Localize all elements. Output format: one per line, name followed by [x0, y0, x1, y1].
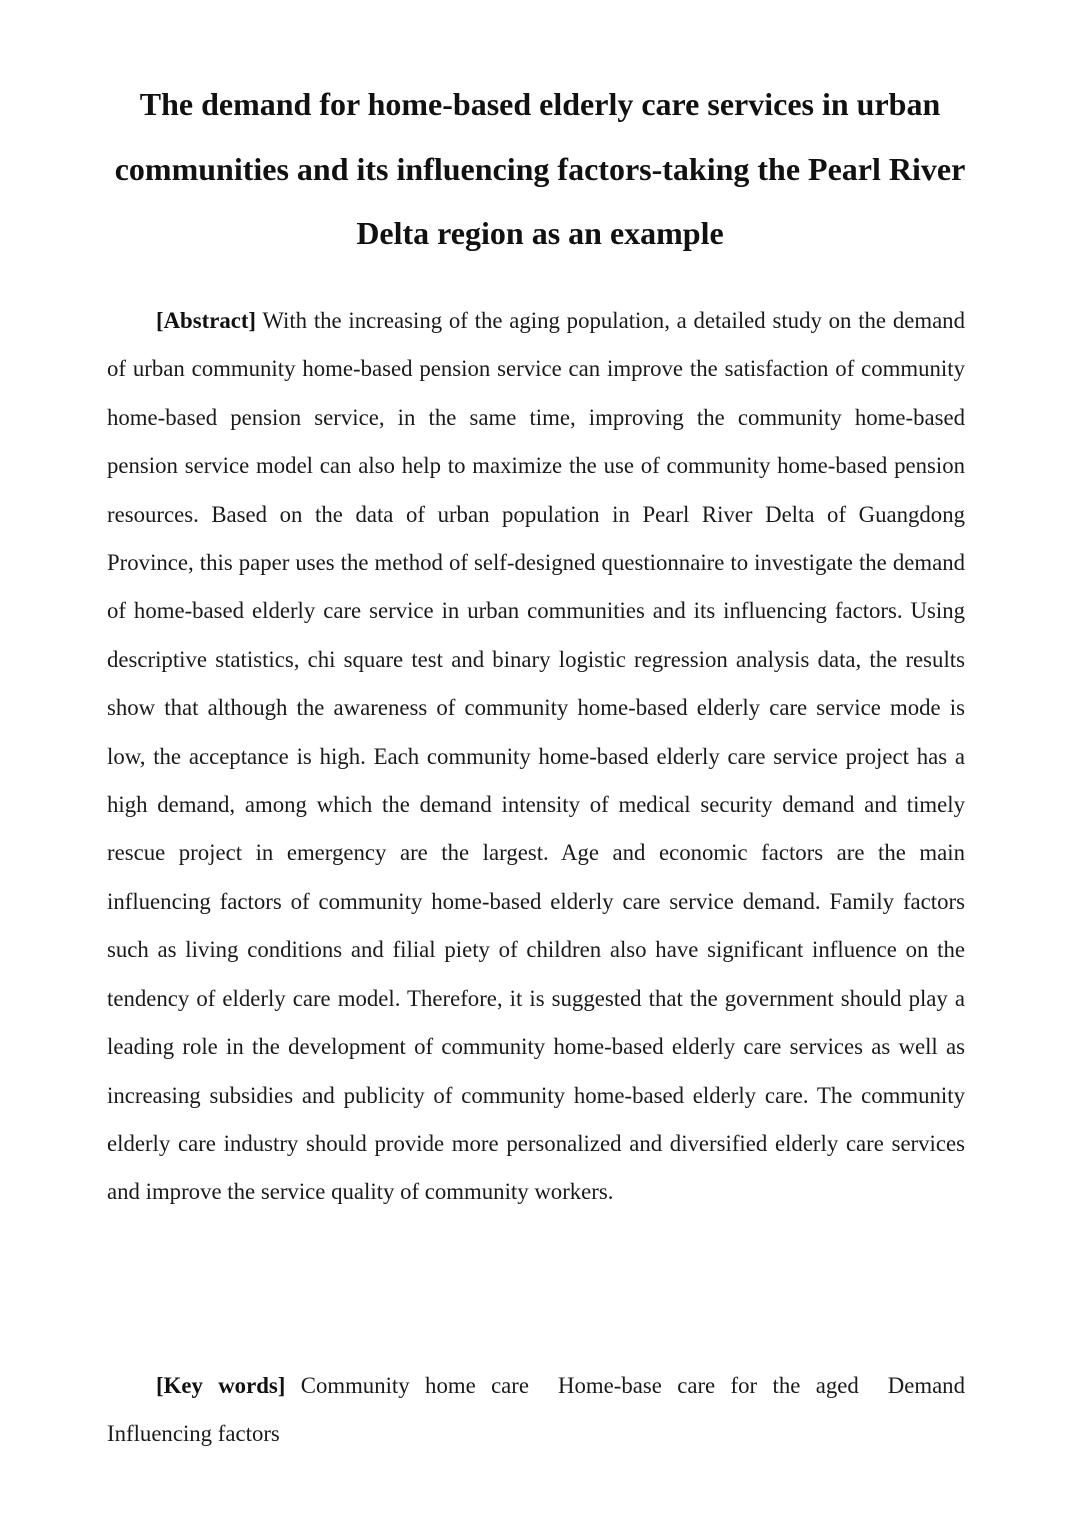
keyword-item: Home-base care for the aged: [558, 1373, 859, 1398]
abstract-paragraph: [107, 297, 965, 1217]
keyword-item: Community home care: [300, 1373, 530, 1398]
keyword-item: Influencing factors: [107, 1421, 280, 1447]
abstract-label: [Abstract]: [156, 308, 257, 333]
keyword-item: Demand: [887, 1373, 965, 1398]
keywords-paragraph: [107, 1362, 965, 1459]
abstract-text: With the increasing of the aging population, a detailed study on the demand of urban community home-based pension service can improve the satisfaction of community home-based pension service, in the same time, improving the community home-based pension service model can also help to maximize the use of community home-based pension resources. Based on the data of urban population in Pearl River Delta of Guangdong Province, this paper uses the method of self-designed questionnaire to investigate the demand of home-based elderly care service in urban communities and its influencing factors. Using descriptive statistics, chi square test and binary logistic regression analysis data, the results show that although the awareness of community home-based elderly care service mode is low, the acceptance is high. Each community home-based elderly care service project has a high demand, among which the demand intensity of medical security demand and timely rescue project in emergency are the largest. Age and economic factors are the main influencing factors of community home-based elderly care service demand. Family factors such as living conditions and filial piety of children also have significant influence on the tendency of elderly care model. Therefore, it is suggested that the government should play a leading role in the development of community home-based elderly care services as well as increasing subsidies and publicity of community home-based elderly care. The community elderly care industry should provide more personalized and diversified elderly care services and improve the service quality of community workers.: [107, 308, 965, 1205]
keywords-label: [Key words]: [156, 1373, 286, 1398]
paper-title: The demand for home-based elderly care services in urban communities and its influencing factors-taking the Pearl River Delta region as an example: [114, 86, 966, 251]
